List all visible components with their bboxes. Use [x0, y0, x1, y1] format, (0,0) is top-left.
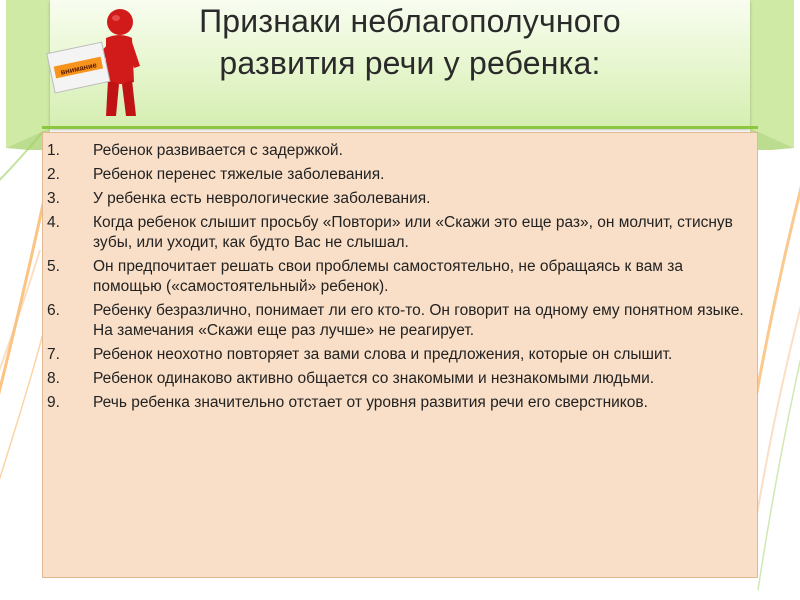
list-item-number: 3.	[47, 190, 60, 207]
list-item-number: 4.	[47, 214, 60, 231]
list-item-text: Ребенок перенес тяжелые заболевания.	[93, 166, 385, 183]
list-item-number: 5.	[47, 258, 60, 275]
list-item-text: Ребенок одинаково активно общается со знакомыми и незнакомыми людьми.	[93, 370, 655, 387]
list-item-text: Когда ребенок слышит просьбу «Повтори» или «Скажи это еще раз», он молчит, стиснув зубы, или уходит, как будто Вас не слышал.	[93, 214, 733, 251]
list-item	[43, 345, 759, 365]
banner-divider	[42, 126, 758, 129]
list-item-text: Ребенку безразлично, понимает ли его кто-то. Он говорит на одному ему понятном языке. На замечания «Скажи еще раз лучше» не реагирует.	[93, 302, 744, 339]
list-item	[43, 257, 759, 297]
list-item-number: 1.	[47, 142, 60, 159]
list-item-text: Ребенок развивается с задержкой.	[93, 142, 343, 159]
symptoms-list	[43, 141, 759, 417]
list-item-number: 8.	[47, 370, 60, 387]
list-item	[43, 393, 759, 413]
slide-title	[150, 0, 670, 84]
list-item-number: 2.	[47, 166, 60, 183]
list-item-text: У ребенка есть неврологические заболевания.	[93, 190, 431, 207]
list-item	[43, 141, 759, 161]
content-box	[42, 132, 758, 578]
list-item	[43, 213, 759, 253]
list-item-number: 6.	[47, 302, 60, 319]
list-item	[43, 369, 759, 389]
list-item-text: Речь ребенка значительно отстает от уровня развития речи его сверстников.	[93, 394, 648, 411]
title-line-2: развития речи у ребенка:	[219, 45, 601, 81]
list-item	[43, 165, 759, 185]
list-item	[43, 189, 759, 209]
person-holding-sign-icon	[46, 4, 146, 124]
title-line-1: Признаки неблагополучного	[199, 3, 621, 39]
sign-text: внимание	[59, 60, 98, 77]
list-item-text: Ребенок неохотно повторяет за вами слова и предложения, которые он слышит.	[93, 346, 673, 363]
list-item	[43, 301, 759, 341]
list-item-number: 7.	[47, 346, 60, 363]
list-item-number: 9.	[47, 394, 60, 411]
list-item-text: Он предпочитает решать свои проблемы самостоятельно, не обращаясь к вам за помощью («самостоятельный» ребенок).	[93, 258, 683, 295]
